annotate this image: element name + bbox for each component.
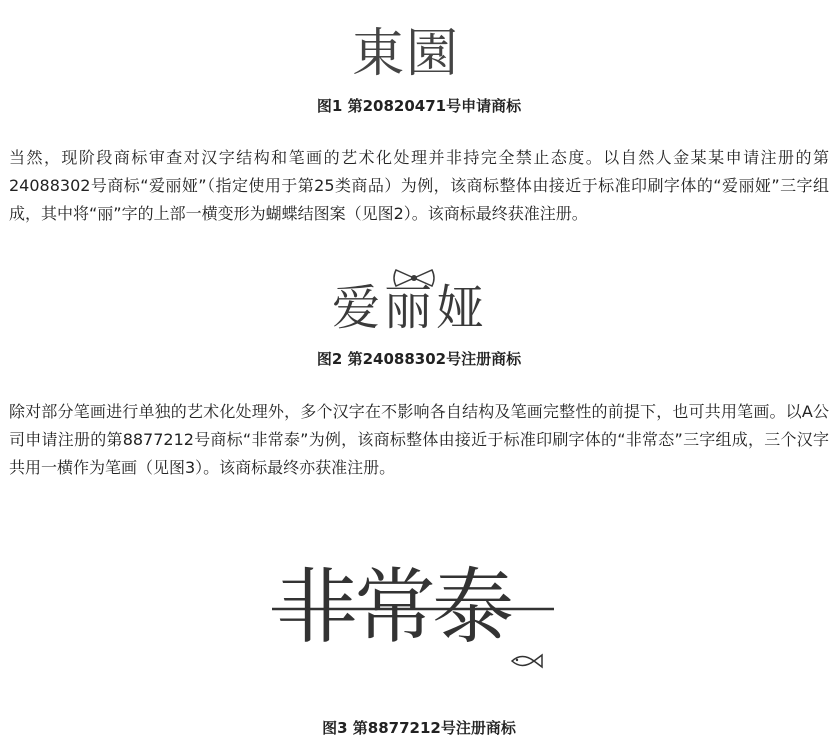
figure-1-caption: 图1 第20820471号申请商标 (316, 97, 522, 115)
trademark-logo-dongyuan: 東園 (352, 24, 461, 84)
trademark-logo-ailiya: 爱丽娅 (332, 280, 489, 336)
figure-3-caption: 图3 第8877212号注册商标 (322, 719, 516, 737)
fish-icon (508, 650, 544, 672)
paragraph-1: 当然，现阶段商标审查对汉字结构和笔画的艺术化处理并非持完全禁止态度。以自然人金某某申请注册的第24088302号商标“爱丽娅”（指定使用于第25类商品）为例，该商标整体由接近于标准印刷字体的“爱丽娅”三字组成，其中将“丽”字的上部一横变形为蝴蝶结图案（见图2）。该商标最终获准注册。 (9, 148, 829, 223)
trademark-logo-feichangtai: 非常泰 (276, 560, 511, 655)
shared-stroke-line (262, 604, 558, 614)
figure-2-caption: 图2 第24088302号注册商标 (316, 350, 522, 368)
paragraph-2: 除对部分笔画进行单独的艺术化处理外，多个汉字在不影响各自结构及笔画完整性的前提下，也可共用笔画。以A公司申请注册的第8877212号商标“非常泰”为例，该商标整体由接近于标准印刷字体的“非常态”三字组成，三个汉字共用一横作为笔画（见图3）。该商标最终亦获准注册。 (9, 402, 829, 477)
